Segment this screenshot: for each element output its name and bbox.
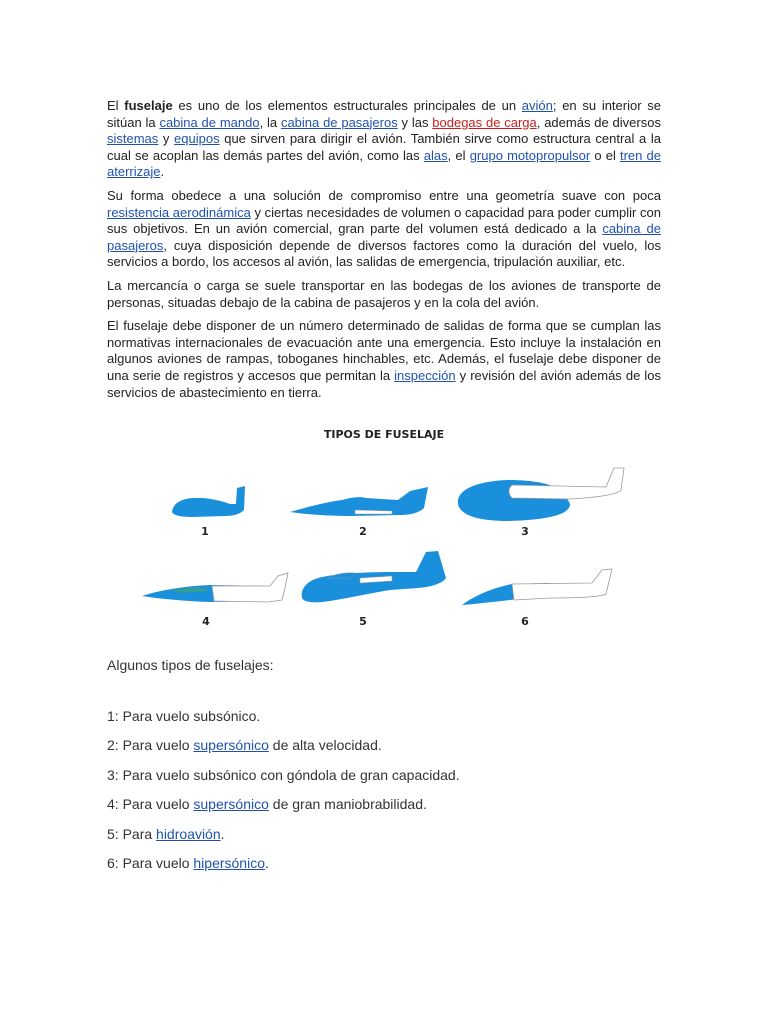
fuselage-type-2-image — [290, 487, 428, 516]
paragraph — [107, 318, 661, 401]
list-item — [107, 796, 460, 825]
fuselage-type-6-image — [462, 569, 612, 605]
text-link[interactable]: resistencia aerodinámica — [107, 204, 251, 220]
text-link[interactable]: alas — [423, 147, 448, 163]
text-link[interactable]: cabina de pasajeros — [107, 221, 661, 253]
text-link[interactable]: tren de aterrizaje — [107, 147, 661, 180]
text-run: El — [107, 98, 125, 113]
fuselage-types-list — [107, 657, 460, 884]
fuselage-type-label: 1 — [201, 525, 209, 538]
paragraph — [107, 188, 661, 271]
text-run: ; en su interior se sitúan la — [107, 98, 661, 130]
text-run: 4: Para vuelo — [107, 796, 194, 813]
text-run: , el — [447, 147, 470, 163]
bold-term: fuselaje — [124, 98, 173, 113]
text-link[interactable]: avión — [521, 98, 553, 113]
text-run: , la — [259, 114, 281, 130]
text-run: que sirven para dirigir el avión. También sirve como estructura central a la cual se acoplan las demás partes del avión, como las — [107, 131, 661, 163]
list-item — [107, 767, 460, 796]
text-link[interactable]: bodegas de carga — [432, 114, 537, 130]
text-run: . — [160, 164, 165, 180]
text-run: Su forma obedece a una solución de compromiso entre una geometría suave con poca — [107, 187, 661, 203]
text-run: 2: Para vuelo — [107, 737, 194, 754]
text-run: , cuya disposición depende de diversos factores como la duración del vuelo, los servicios a bordo, los accesos al avión, las salidas de emergencia, tripulación auxiliar, etc. — [107, 237, 661, 270]
text-run: de alta velocidad. — [268, 737, 382, 754]
text-run: , además de diversos — [536, 114, 661, 130]
fuselage-type-label: 4 — [202, 615, 210, 628]
list-item — [107, 826, 460, 855]
text-run: es uno de los elementos estructurales principales de un — [172, 98, 522, 113]
fuselage-type-label: 2 — [359, 525, 367, 538]
text-link[interactable]: hipersónico — [193, 854, 265, 871]
text-run: . — [220, 825, 225, 842]
list-item — [107, 708, 460, 737]
text-run: y ciertas necesidades de volumen o capacidad para poder cumplir con sus objetivos. En un avión comercial, gran parte del volumen está dedicado a la — [107, 204, 661, 237]
text-link[interactable]: cabina de mando — [159, 114, 260, 130]
text-run: y revisión del avión además de los servicios de abastecimiento en tierra. — [107, 367, 661, 400]
article-body — [107, 98, 661, 408]
text-link[interactable]: inspección — [394, 367, 456, 383]
text-run: o el — [590, 147, 620, 163]
text-link[interactable]: hidroavión — [156, 825, 221, 842]
fuselage-type-1-image — [172, 486, 245, 517]
text-run: . — [265, 854, 269, 871]
text-link[interactable]: supersónico — [193, 796, 269, 813]
paragraph — [107, 278, 661, 311]
text-run: y — [158, 131, 175, 147]
list-item — [107, 737, 460, 766]
text-run: y las — [397, 114, 433, 130]
fuselage-type-5-image — [302, 551, 446, 602]
text-link[interactable]: sistemas — [107, 131, 159, 147]
text-run: 3: Para vuelo subsónico con góndola de gran capacidad. — [107, 766, 460, 783]
list-intro: Algunos tipos de fuselajes: — [107, 657, 274, 673]
text-link[interactable]: cabina de pasajeros — [280, 114, 398, 130]
list-item — [107, 855, 460, 884]
text-link[interactable]: grupo motopropulsor — [469, 147, 591, 163]
text-run: 5: Para — [107, 825, 157, 842]
fuselage-type-4-image — [142, 573, 288, 602]
text-run: 6: Para vuelo — [107, 854, 194, 871]
fuselage-type-label: 5 — [359, 615, 367, 628]
fuselage-type-label: 6 — [521, 615, 529, 628]
fuselage-type-label: 3 — [521, 525, 529, 538]
fuselage-type-3-image — [458, 468, 624, 521]
text-run: El fuselaje debe disponer de un número determinado de salidas de forma que se cumplan las normativas internacionales de evacuación ante una emergencia. Esto incluye la instalación en algunos aviones de rampas, toboganes hinchables, etc. Además, el fuselaje debe disponer de una serie de registros y accesos que permitan la — [107, 318, 661, 383]
text-run: La mercancía o carga se suele transportar en las bodegas de los aviones de transporte de personas, situadas debajo de la cabina de pasajeros y en la cola del avión. — [107, 277, 661, 310]
text-link[interactable]: supersónico — [193, 737, 269, 754]
figure-title: TIPOS DE FUSELAJE — [323, 428, 445, 441]
text-run: de gran maniobrabilidad. — [268, 796, 427, 813]
fuselage-types-figure — [130, 460, 640, 635]
text-run: 1: Para vuelo subsónico. — [107, 708, 261, 724]
paragraph — [107, 98, 661, 181]
text-link[interactable]: equipos — [174, 131, 220, 147]
